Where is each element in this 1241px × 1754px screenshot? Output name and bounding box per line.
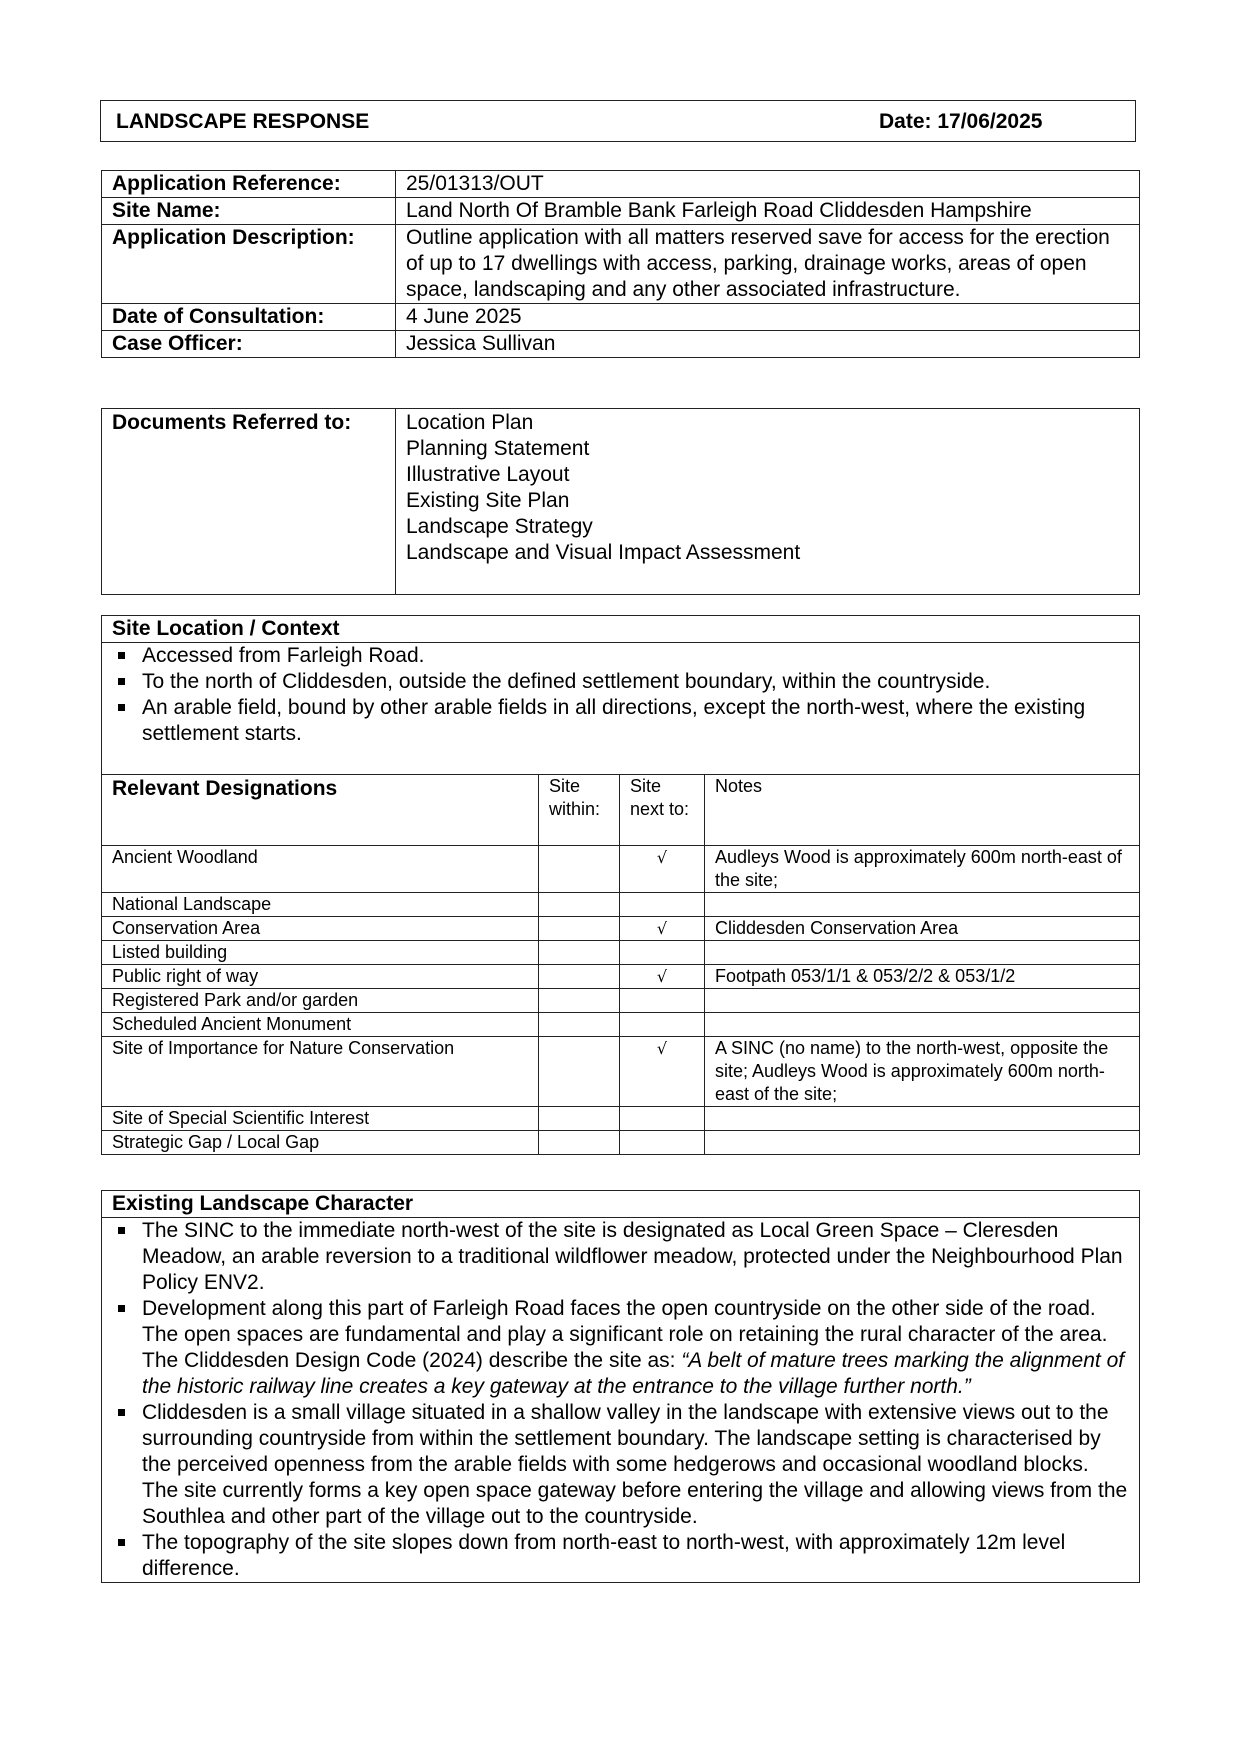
within-cell (539, 941, 620, 965)
table-row (102, 989, 1140, 1013)
list-item: The topography of the site slopes down from north-east to north-west, with approximately 12m level difference. (102, 1530, 1129, 1582)
next-to-cell (620, 893, 705, 917)
designation-name: Site of Special Scientific Interest (102, 1107, 539, 1131)
header-box (100, 100, 1136, 142)
col-site-within: Site within: (539, 775, 620, 846)
landscape-character-list (102, 1218, 1129, 1582)
table-row (102, 1037, 1140, 1107)
list-item: To the north of Cliddesden, outside the defined settlement boundary, within the countryside. (102, 669, 1129, 695)
within-cell (539, 1013, 620, 1037)
description-value: Outline application with all matters reserved save for access for the erection of up to 17 dwellings with access, parking, drainage works, areas of open space, landscaping and any other associated infrastructure. (396, 225, 1140, 304)
application-details-table (101, 170, 1140, 358)
next-to-cell: √ (620, 846, 705, 893)
designation-name: National Landscape (102, 893, 539, 917)
site-location-table (101, 615, 1140, 775)
next-to-cell (620, 1107, 705, 1131)
list-item (102, 1296, 1129, 1400)
table-row (102, 965, 1140, 989)
document-date: Date: 17/06/2025 (879, 110, 1043, 133)
table-row (102, 846, 1140, 893)
document-item: Landscape and Visual Impact Assessment (406, 541, 801, 564)
table-row (102, 304, 1140, 331)
table-row (102, 409, 1140, 595)
documents-label: Documents Referred to: (102, 409, 396, 595)
list-item: Accessed from Farleigh Road. (102, 643, 1129, 669)
table-row (102, 893, 1140, 917)
within-cell (539, 1107, 620, 1131)
table-row (102, 643, 1140, 775)
table-row (102, 1131, 1140, 1155)
designation-name: Ancient Woodland (102, 846, 539, 893)
designation-name: Listed building (102, 941, 539, 965)
landscape-character-table (101, 1190, 1140, 1583)
design-code-quote: “A belt of mature trees marking the alignment of the historic railway line creates a key gateway at the entrance to the village further north.” (142, 1349, 1125, 1398)
consultation-label: Date of Consultation: (102, 304, 396, 331)
designation-notes (705, 893, 1140, 917)
designation-notes (705, 1013, 1140, 1037)
designation-name: Registered Park and/or garden (102, 989, 539, 1013)
designations-heading: Relevant Designations (102, 775, 539, 846)
designation-notes (705, 941, 1140, 965)
landscape-character-heading: Existing Landscape Character (102, 1191, 1140, 1218)
designation-name: Site of Importance for Nature Conservation (102, 1037, 539, 1107)
designation-name: Scheduled Ancient Monument (102, 1013, 539, 1037)
within-cell (539, 1131, 620, 1155)
next-to-cell (620, 989, 705, 1013)
site-location-heading: Site Location / Context (102, 616, 1140, 643)
table-row (102, 331, 1140, 358)
document-item: Planning Statement (406, 437, 590, 460)
table-row (102, 1218, 1140, 1583)
table-row (102, 941, 1140, 965)
list-item: The SINC to the immediate north-west of the site is designated as Local Green Space – Cleresden Meadow, an arable reversion to a traditional wildflower meadow, protected under the Neighbourhood Plan Policy ENV2. (102, 1218, 1129, 1296)
designations-header-row (102, 775, 1140, 846)
description-label: Application Description: (102, 225, 396, 304)
documents-list (396, 409, 1140, 595)
document-item: Location Plan (406, 411, 534, 434)
designation-notes (705, 1131, 1140, 1155)
table-row (102, 1191, 1140, 1218)
document-item: Existing Site Plan (406, 489, 570, 512)
document-item: Landscape Strategy (406, 515, 593, 538)
within-cell (539, 965, 620, 989)
within-cell (539, 917, 620, 941)
designation-notes: Audleys Wood is approximately 600m north-east of the site; (705, 846, 1140, 893)
site-name-label: Site Name: (102, 198, 396, 225)
designation-notes: A SINC (no name) to the north-west, opposite the site; Audleys Wood is approximately 600m north-east of the site; (705, 1037, 1140, 1107)
next-to-cell: √ (620, 917, 705, 941)
officer-value: Jessica Sullivan (396, 331, 1140, 358)
design-code-text: Development along this part of Farleigh Road faces the open countryside on the other side of the road. The open spaces are fundamental and play a significant role on retaining the rural character of the area. The Cliddesden Design Code (2024) describe the site as: (142, 1297, 1108, 1372)
reference-label: Application Reference: (102, 171, 396, 198)
table-row (102, 225, 1140, 304)
designation-notes (705, 989, 1140, 1013)
table-row (102, 616, 1140, 643)
reference-value: 25/01313/OUT (396, 171, 1140, 198)
table-row (102, 1013, 1140, 1037)
within-cell (539, 846, 620, 893)
within-cell (539, 989, 620, 1013)
table-row (102, 1107, 1140, 1131)
table-row (102, 917, 1140, 941)
col-site-next: Site next to: (620, 775, 705, 846)
next-to-cell: √ (620, 965, 705, 989)
within-cell (539, 893, 620, 917)
next-to-cell (620, 1131, 705, 1155)
designation-name: Public right of way (102, 965, 539, 989)
table-row (102, 171, 1140, 198)
document-title: LANDSCAPE RESPONSE (116, 110, 370, 133)
consultation-value: 4 June 2025 (396, 304, 1140, 331)
designation-name: Conservation Area (102, 917, 539, 941)
document-item: Illustrative Layout (406, 463, 570, 486)
within-cell (539, 1037, 620, 1107)
designation-name: Strategic Gap / Local Gap (102, 1131, 539, 1155)
list-item: An arable field, bound by other arable fields in all directions, except the north-west, where the existing settlement starts. (102, 695, 1129, 747)
next-to-cell (620, 1013, 705, 1037)
site-location-body (102, 643, 1140, 775)
landscape-character-body (102, 1218, 1140, 1583)
officer-label: Case Officer: (102, 331, 396, 358)
designation-notes: Footpath 053/1/1 & 053/2/2 & 053/1/2 (705, 965, 1140, 989)
documents-table (101, 408, 1140, 595)
next-to-cell (620, 941, 705, 965)
site-location-list (102, 643, 1129, 747)
designations-table (101, 774, 1140, 1155)
site-name-value: Land North Of Bramble Bank Farleigh Road Cliddesden Hampshire (396, 198, 1140, 225)
designation-notes (705, 1107, 1140, 1131)
col-notes: Notes (705, 775, 1140, 846)
list-item: Cliddesden is a small village situated in a shallow valley in the landscape with extensive views out to the surrounding countryside from within the settlement boundary. The landscape setting is characterised by the perceived openness from the arable fields with some hedgerows and occasional woodland blocks. The site currently forms a key open space gateway before entering the village and allowing views from the Southlea and other part of the village out to the countryside. (102, 1400, 1129, 1530)
designation-notes: Cliddesden Conservation Area (705, 917, 1140, 941)
next-to-cell: √ (620, 1037, 705, 1107)
table-row (102, 198, 1140, 225)
